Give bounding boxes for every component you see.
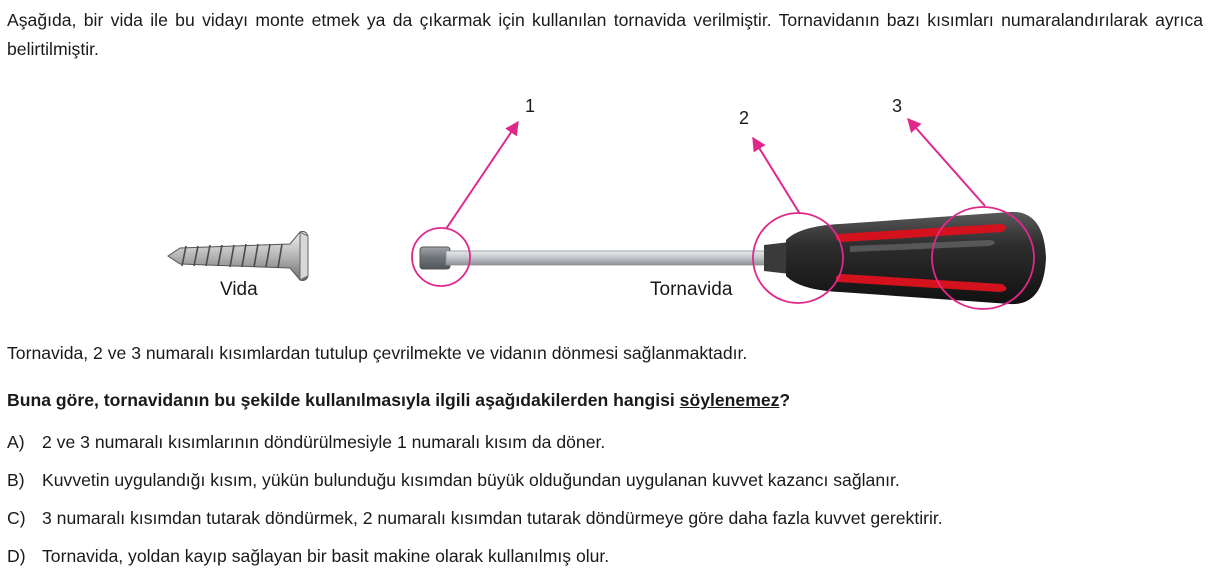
question-prompt <box>7 388 790 412</box>
option-text: Kuvvetin uygulandığı kısım, yükün bulunduğu kısımdan büyük olduğundan uygulanan kuvvet kazancı sağlanır. <box>42 470 900 490</box>
answer-options <box>7 430 943 582</box>
option-c[interactable] <box>7 506 943 530</box>
part-2-arrow <box>753 138 800 214</box>
option-letter: B) <box>7 470 25 490</box>
question-mark: ? <box>779 390 791 410</box>
option-a[interactable] <box>7 430 943 454</box>
option-d[interactable] <box>7 544 943 568</box>
option-text: Tornavida, yoldan kayıp sağlayan bir basit makine olarak kullanılmış olur. <box>42 546 610 566</box>
option-letter: C) <box>7 508 26 528</box>
question-emphasis: söylenemez <box>679 390 780 410</box>
part-1-label: 1 <box>525 96 536 116</box>
screwdriver-figure <box>0 84 1208 324</box>
part-3-arrow <box>908 119 985 206</box>
option-text: 3 numaralı kısımdan tutarak döndürmek, 2 numaralı kısımdan tutarak döndürmeye göre daha fazla kuvvet gerektirir. <box>42 508 943 528</box>
part-3-label: 3 <box>892 96 903 116</box>
screwdriver-image <box>420 212 1046 304</box>
question-stem: Tornavida, 2 ve 3 numaralı kısımlardan tutulup çevrilmekte ve vidanın dönmesi sağlanmaktadır. <box>7 343 748 363</box>
part-2-label: 2 <box>739 108 750 128</box>
option-b[interactable] <box>7 468 943 492</box>
screwdriver-label: Tornavida <box>650 279 733 300</box>
option-letter: A) <box>7 432 25 452</box>
figure-illustration <box>0 84 1208 324</box>
option-letter: D) <box>7 546 26 566</box>
screw-label: Vida <box>220 279 258 300</box>
question-text: Buna göre, tornavidanın bu şekilde kullanılmasıyla ilgili aşağıdakilerden hangisi <box>7 390 680 410</box>
intro-text: Aşağıda, bir vida ile bu vidayı monte etmek ya da çıkarmak için kullanılan tornavida verilmiştir. Tornavidanın bazı kısımları numaralandırılarak ayrıca belirtilmiştir. <box>7 10 1203 59</box>
option-text: 2 ve 3 numaralı kısımlarının döndürülmesiyle 1 numaralı kısım da döner. <box>42 432 606 452</box>
part-1-arrow <box>446 122 518 229</box>
screw-image <box>168 232 308 281</box>
